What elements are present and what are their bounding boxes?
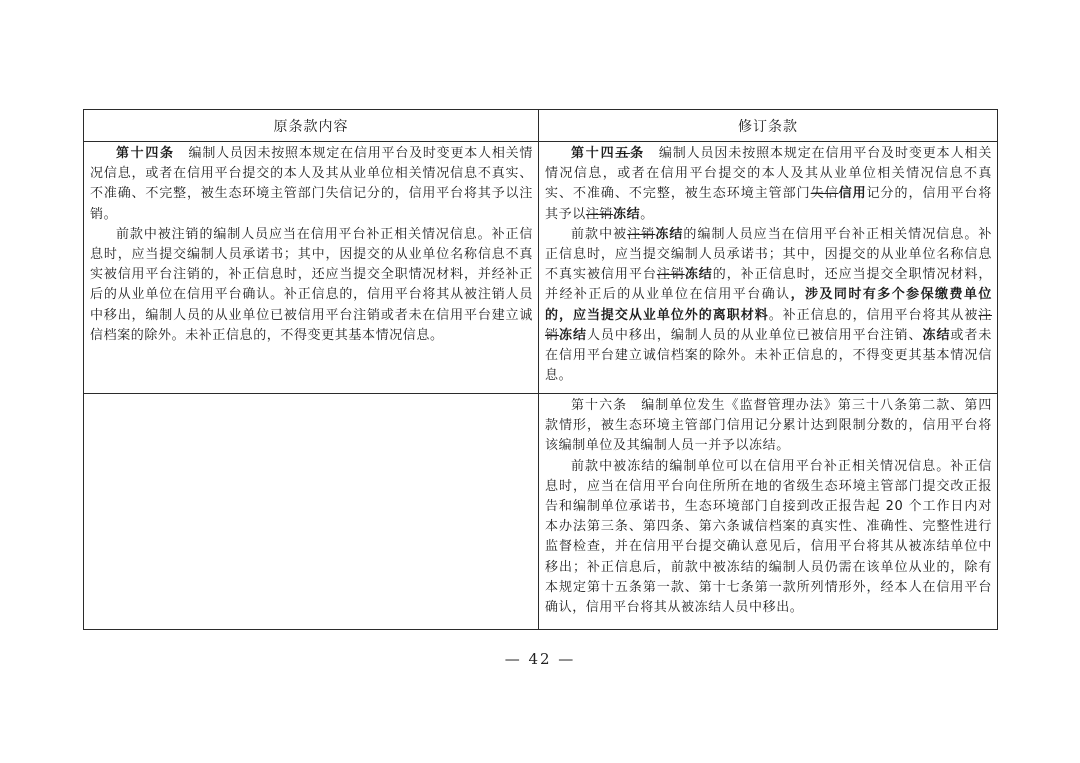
page-number: — 42 —	[504, 650, 576, 668]
revised-paragraph-2	[545, 225, 992, 387]
article-number-text: 条	[630, 146, 645, 161]
header-original-clause: 原条款内容	[84, 110, 539, 142]
deleted-text: 注销	[545, 307, 992, 343]
revised-article-15-cell	[539, 142, 998, 394]
paragraph-text: 前款中被	[571, 226, 628, 242]
header-revised-clause: 修订条款	[539, 110, 998, 142]
added-text: 冻结	[922, 327, 951, 343]
added-text: 冻结	[613, 206, 641, 222]
added-text: 冻结	[558, 327, 587, 343]
paragraph-text: 的编制人员应当在信用平台补正相关情况信息。补正信息时，应当提交编制人员承诺书；其中，因提交的从业单位名称信息不真实被信用平台	[545, 226, 993, 283]
paragraph-text: 。补正信息的，信用平台将其从被	[768, 307, 979, 323]
table-row	[84, 142, 998, 394]
revision-comparison-table	[83, 109, 998, 630]
article-number-text: 第十四	[571, 146, 616, 161]
revised-article-16-cell	[539, 394, 998, 630]
added-text: ，涉及同时有多个参保缴费单位的，应当提交从业单位外的离职材料	[545, 287, 992, 323]
paragraph-text: 或者未在信用平台建立诚信档案的除外。未补正信息的，不得变更其基本情况信息。	[545, 327, 992, 384]
paragraph-text: 编制人员因未按照本规定在信用平台及时变更本人相关情况信息，或者在信用平台提交的本人及其从业单位相关情况信息不真实、不准确、不完整，被生态环境主管部门	[545, 146, 992, 202]
paragraph-text: 人员中移出，编制人员的从业单位已被信用平台注销、	[586, 327, 923, 343]
paragraph-text: 的，补正信息时，还应当提交全职情况材料，并经补正后的从业单位在信用平台确认	[545, 267, 992, 303]
deleted-text: 失信	[810, 186, 839, 202]
paragraph-text: 。	[640, 206, 654, 222]
added-text: 信用	[838, 186, 867, 202]
original-paragraph-1	[90, 144, 533, 225]
added-text: 冻结	[684, 267, 713, 283]
revised-paragraph-1: 第十六条 编制单位发生《监督管理办法》第三十八条第二款、第四款情形，被生态环境主管部门信用记分累计达到限制分数的，信用平台将该编制单位及其编制人员一并予以冻结。	[545, 398, 992, 454]
added-text: 冻结	[655, 226, 684, 242]
table-row	[84, 394, 998, 630]
table-header-row	[84, 110, 998, 142]
deleted-text: 注销	[627, 226, 656, 242]
paragraph-text: 编制人员因未按照本规定在信用平台及时变更本人相关情况信息，或者在信用平台提交的本人及其从业单位相关情况信息不真实、不准确、不完整，被生态环境主管部门失信记分的，信用平台将其予以注销。	[90, 146, 533, 222]
article-number: 第十四条	[116, 146, 175, 161]
original-paragraph-2: 前款中被注销的编制人员应当在信用平台补正相关情况信息。补正信息时，应当提交编制人员承诺书；其中，因提交的从业单位名称信息不真实被信用平台注销的，补正信息时，还应当提交全职情况材料，并经补正后的从业单位在信用平台确认。补正信息的，信用平台将其从被注销人员中移出，编制人员的从业单位已被信用平台注销或者未在信用平台建立诚信档案的除外。未补正信息的，不得变更其基本情况信息。	[90, 226, 533, 343]
paragraph-text: 记分的，信用平台将其予以	[545, 186, 993, 222]
deleted-text: 注销	[585, 206, 614, 222]
original-article-14-cell	[84, 142, 539, 394]
revised-paragraph-1	[545, 144, 992, 225]
deleted-text: 五	[615, 146, 631, 161]
deleted-text: 注销	[656, 267, 685, 283]
article-number	[571, 146, 645, 161]
revised-paragraph-2: 前款中被冻结的编制单位可以在信用平台补正相关情况信息。补正信息时，应当在信用平台向住所所在地的省级生态环境主管部门提交改正报告和编制单位承诺书，生态环境部门自接到改正报告起 20 个工作日内对本办法第三条、第四条、第六条诚信档案的真实性、准确性、完整性进行监督检查，并在信用平台提交确认意见后，信用平台将其从被冻结单位中移出；补正信息后，前款中被冻结的编制人员仍需在该单位从业的，除有本规定第十五条第一款、第十七条第一款所列情形外，经本人在信用平台确认，信用平台将其从被冻结人员中移出。	[545, 458, 992, 616]
original-empty-cell	[84, 394, 539, 630]
